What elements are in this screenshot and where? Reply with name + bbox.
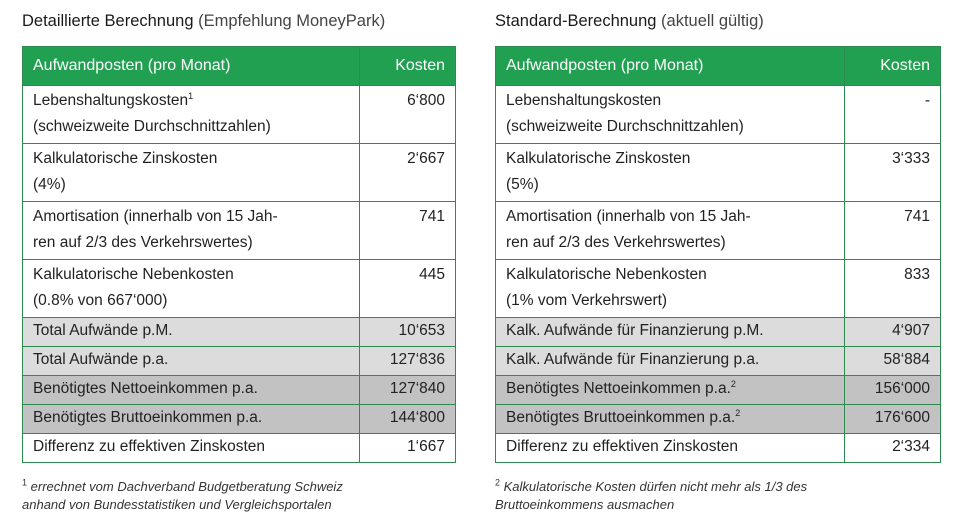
row-value: 741 [845, 202, 941, 260]
row-value: 6‘800 [359, 86, 455, 144]
cost-table [22, 46, 456, 463]
row-label: Kalkulatorische Nebenkosten (0.8% von 667‘000) [23, 260, 360, 318]
row-label: Lebenshaltungskosten$^1$ (schweizweite Durchschnittzahlen) [23, 86, 360, 144]
column-header-item: Aufwandposten (pro Monat) [23, 47, 360, 86]
row-label: Kalk. Aufwände für Finanzierung p.a. [496, 347, 845, 376]
table-row [496, 434, 941, 463]
row-value: - [845, 86, 941, 144]
table-row [496, 260, 941, 318]
footnote-marker: 2 [735, 407, 741, 418]
row-value: 741 [359, 202, 455, 260]
table-header [496, 47, 941, 86]
row-label: Total Aufwände p.a. [23, 347, 360, 376]
row-value: 3‘333 [845, 144, 941, 202]
row-label: Kalkulatorische Nebenkosten (1% vom Verkehrswert) [496, 260, 845, 318]
row-label: Benötigtes Nettoeinkommen p.a. [23, 376, 360, 405]
row-value: 58‘884 [845, 347, 941, 376]
table-row [496, 202, 941, 260]
row-value: 445 [359, 260, 455, 318]
row-value: 127‘840 [359, 376, 455, 405]
row-value: 156‘000 [845, 376, 941, 405]
row-label: Amortisation (innerhalb von 15 Jah- ren auf 2/3 des Verkehrswertes) [23, 202, 360, 260]
row-label: Benötigtes Nettoeinkommen p.a.$^2$ [496, 376, 845, 405]
footnote-marker: 1 [188, 90, 194, 101]
footnote: $^2$ Kalkulatorische Kosten dürfen nicht mehr als 1/3 des Bruttoeinkommens ausmachen [495, 477, 808, 512]
table-row [23, 434, 456, 463]
table-row [23, 347, 456, 376]
table-row [496, 144, 941, 202]
row-label: Kalkulatorische Zinskosten (5%) [496, 144, 845, 202]
row-label: Differenz zu effektiven Zinskosten [23, 434, 360, 463]
row-label: Kalk. Aufwände für Finanzierung p.M. [496, 318, 845, 347]
row-value: 144‘800 [359, 405, 455, 434]
row-label: Differenz zu effektiven Zinskosten [496, 434, 845, 463]
table-row [496, 318, 941, 347]
row-value: 4‘907 [845, 318, 941, 347]
footnote-marker: 2 [730, 378, 736, 389]
table-row [23, 318, 456, 347]
panel-title: Standard-Berechnung (aktuell gültig) [495, 12, 764, 30]
row-label: Kalkulatorische Zinskosten (4%) [23, 144, 360, 202]
row-label: Amortisation (innerhalb von 15 Jah- ren auf 2/3 des Verkehrswertes) [496, 202, 845, 260]
table-row [496, 405, 941, 434]
table-row [23, 202, 456, 260]
row-value: 176‘600 [845, 405, 941, 434]
row-value: 127‘836 [359, 347, 455, 376]
table-row [23, 376, 456, 405]
column-header-cost: Kosten [845, 47, 941, 86]
footnote: $^1$ errechnet vom Dachverband Budgetberatung Schweiz anhand von Bundesstatistiken und Vergleichsportalen [22, 477, 343, 512]
column-header-cost: Kosten [359, 47, 455, 86]
table-row [496, 86, 941, 144]
row-label: Lebenshaltungskosten (schweizweite Durchschnittzahlen) [496, 86, 845, 144]
table-row [23, 86, 456, 144]
row-value: 1‘667 [359, 434, 455, 463]
table-row [496, 347, 941, 376]
row-value: 2‘334 [845, 434, 941, 463]
table-row [496, 376, 941, 405]
row-value: 2‘667 [359, 144, 455, 202]
table-row [23, 260, 456, 318]
table-row [23, 405, 456, 434]
table-header [23, 47, 456, 86]
row-label: Benötigtes Bruttoeinkommen p.a. [23, 405, 360, 434]
row-label: Benötigtes Bruttoeinkommen p.a.$^2$ [496, 405, 845, 434]
table-row [23, 144, 456, 202]
cost-table [495, 46, 941, 463]
row-value: 833 [845, 260, 941, 318]
row-label: Total Aufwände p.M. [23, 318, 360, 347]
row-value: 10‘653 [359, 318, 455, 347]
column-header-item: Aufwandposten (pro Monat) [496, 47, 845, 86]
panel-title: Detaillierte Berechnung (Empfehlung MoneyPark) [22, 12, 386, 30]
